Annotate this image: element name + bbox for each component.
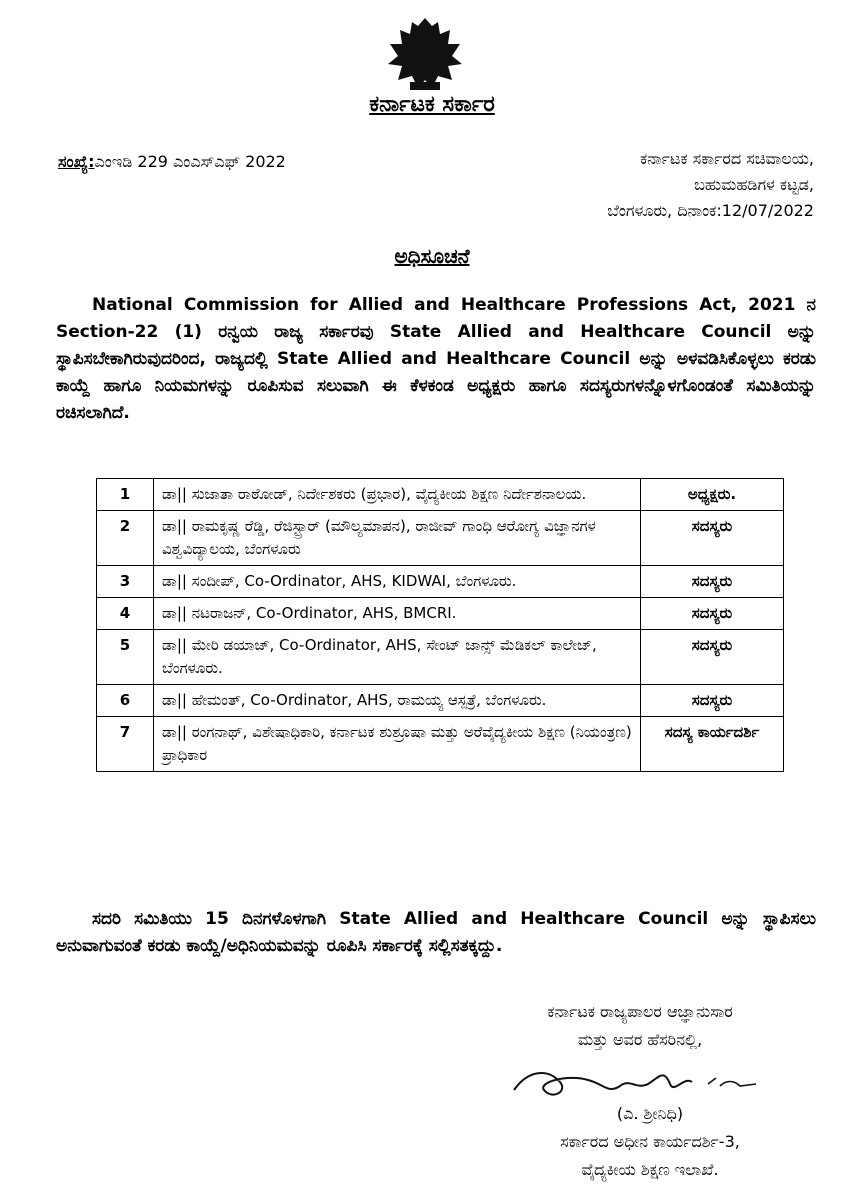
- address-line-1: ಕರ್ನಾಟಕ ಸರ್ಕಾರದ ಸಚಿವಾಲಯ,: [639, 149, 814, 168]
- member-role: ಸದಸ್ಯರು: [641, 685, 784, 717]
- member-name: ಡಾ|| ನಟರಾಜನ್, Co-Ordinator, AHS, BMCRI.: [154, 598, 641, 630]
- table-row: [97, 479, 784, 511]
- member-number: 1: [97, 479, 154, 511]
- address-line-3: ಬೆಂಗಳೂರು, ದಿನಾಂಕ:12/07/2022: [607, 201, 814, 220]
- member-name: ಡಾ|| ಸಂದೀಪ್, Co-Ordinator, AHS, KIDWAI, ಬೆಂಗಳೂರು.: [154, 566, 641, 598]
- address-block: [607, 146, 814, 224]
- member-role: ಅಧ್ಯಕ್ಷರು.: [641, 479, 784, 511]
- member-role: ಸದಸ್ಯರು: [641, 598, 784, 630]
- government-title: ಕರ್ನಾಟಕ ಸರ್ಕಾರ: [369, 92, 495, 117]
- member-role: ಸದಸ್ಯರು: [641, 511, 784, 566]
- closing-paragraph: ಸದರಿ ಸಮಿತಿಯು 15 ದಿನಗಳೊಳಗಾಗಿ State Allied and Healthcare Council ಅನ್ನು ಸ್ಥಾಪಿಸಲು ಅನುವಾಗುವಂತೆ ಕರಡು ಕಾಯ್ದೆ/ಅಧಿನಿಯಮವನ್ನು ರೂಪಿಸಿ ಸರ್ಕಾರಕ್ಕೆ ಸಲ್ಲಿಸತಕ್ಕದ್ದು.: [56, 909, 816, 956]
- signatory-block: [480, 1100, 820, 1184]
- authority-line-1: ಕರ್ನಾಟಕ ರಾಜ್ಯಪಾಲರ ಆಜ್ಞಾನುಸಾರ: [547, 1002, 733, 1021]
- notification-title: ಅಧಿಸೂಚನೆ: [394, 244, 470, 268]
- member-name: ಡಾ|| ರಂಗನಾಥ್, ವಿಶೇಷಾಧಿಕಾರಿ, ಕರ್ನಾಟಕ ಶುಶ್ರೂಷಾ ಮತ್ತು ಅರೆವೈದ್ಯಕೀಯ ಶಿಕ್ಷಣ (ನಿಯಂತ್ರಣ) ಪ್ರಾಧಿಕಾರ: [154, 717, 641, 772]
- table-row: [97, 717, 784, 772]
- committee-members-table: [96, 478, 784, 772]
- table-row: [97, 630, 784, 685]
- table-row: [97, 566, 784, 598]
- reference-label: ಸಂಖ್ಯೆ:: [58, 152, 95, 171]
- reference-value: ಎಂಇಡಿ 229 ಎಂಎಸ್ಎಫ್ 2022: [94, 152, 286, 171]
- member-name: ಡಾ|| ಹೇಮಂತ್, Co-Ordinator, AHS, ರಾಮಯ್ಯ ಆಸ್ಪತ್ರೆ, ಬೆಂಗಳೂರು.: [154, 685, 641, 717]
- authority-line-2: ಮತ್ತು ಅವರ ಹೆಸರಿನಲ್ಲಿ,: [577, 1030, 703, 1049]
- body-paragraph: National Commission for Allied and Healthcare Professions Act, 2021 ನ Section-22 (1) ರನ್ವಯ ರಾಜ್ಯ ಸರ್ಕಾರವು State Allied and Healthcare Council ಅನ್ನು ಸ್ಥಾಪಿಸಬೇಕಾಗಿರುವುದರಿಂದ, ರಾಜ್ಯದಲ್ಲಿ State Allied and Healthcare Council ಅನ್ನು ಅಳವಡಿಸಿಕೊಳ್ಳಲು ಕರಡು ಕಾಯ್ದೆ ಹಾಗೂ ನಿಯಮಗಳನ್ನು ರೂಪಿಸುವ ಸಲುವಾಗಿ ಈ ಕೆಳಕಂಡ ಅಧ್ಯಕ್ಷರು ಹಾಗೂ ಸದಸ್ಯರುಗಳನ್ನೊಳಗೊಂಡಂತೆ ಸಮಿತಿಯನ್ನು ರಚಿಸಲಾಗಿದೆ.: [56, 295, 816, 423]
- member-number: 7: [97, 717, 154, 772]
- member-role: ಸದಸ್ಯರು: [641, 630, 784, 685]
- member-role: ಸದಸ್ಯ ಕಾರ್ಯದರ್ಶಿ: [641, 717, 784, 772]
- member-name: ಡಾ|| ಸುಜಾತಾ ರಾಠೋಡ್, ನಿರ್ದೇಶಕರು (ಪ್ರಭಾರ), ವೈದ್ಯಕೀಯ ಶಿಕ್ಷಣ ನಿರ್ದೇಶನಾಲಯ.: [154, 479, 641, 511]
- signatory-department: ವೈದ್ಯಕೀಯ ಶಿಕ್ಷಣ ಇಲಾಖೆ.: [581, 1160, 719, 1179]
- member-number: 2: [97, 511, 154, 566]
- address-line-2: ಬಹುಮಹಡಿಗಳ ಕಟ್ಟಡ,: [694, 175, 814, 194]
- member-number: 4: [97, 598, 154, 630]
- member-number: 3: [97, 566, 154, 598]
- member-number: 5: [97, 630, 154, 685]
- signatory-designation: ಸರ್ಕಾರದ ಅಧೀನ ಕಾರ್ಯದರ್ಶಿ-3,: [560, 1132, 740, 1151]
- government-emblem-icon: [380, 14, 470, 92]
- member-name: ಡಾ|| ರಾಮಕೃಷ್ಣ ರೆಡ್ಡಿ, ರೆಜಿಸ್ಟ್ರಾರ್ (ಮೌಲ್ಯಮಾಪನ), ರಾಜೀವ್ ಗಾಂಧಿ ಆರೋಗ್ಯ ವಿಜ್ಞಾನಗಳ ವಿಶ್ವವಿದ್ಯಾಲಯ, ಬೆಂಗಳೂರು: [154, 511, 641, 566]
- reference-number: [58, 152, 286, 172]
- table-row: [97, 685, 784, 717]
- signatory-name: (ಎ. ಶ್ರೀನಿಧಿ): [616, 1104, 684, 1123]
- table-row: [97, 598, 784, 630]
- member-number: 6: [97, 685, 154, 717]
- table-row: [97, 511, 784, 566]
- authority-line: [460, 998, 820, 1054]
- member-role: ಸದಸ್ಯರು: [641, 566, 784, 598]
- member-name: ಡಾ|| ಮೇರಿ ಡಯಾಜ್, Co-Ordinator, AHS, ಸೇಂಟ್ ಜಾನ್ಸ್ ಮೆಡಿಕಲ್ ಕಾಲೇಜ್, ಬೆಂಗಳೂರು.: [154, 630, 641, 685]
